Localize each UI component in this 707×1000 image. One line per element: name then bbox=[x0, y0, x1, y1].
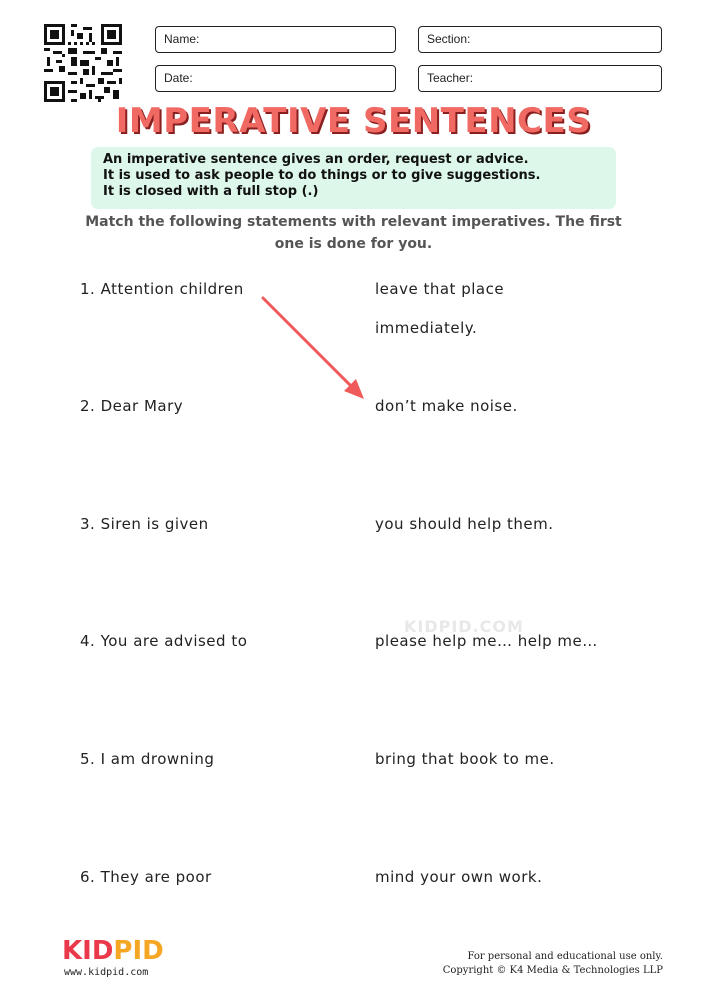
right-item: immediately. bbox=[375, 319, 478, 337]
left-item: 2. Dear Mary bbox=[80, 397, 184, 415]
right-item: don’t make noise. bbox=[375, 397, 518, 415]
right-item: leave that place bbox=[375, 280, 505, 298]
right-item: please help me… help me… bbox=[375, 632, 598, 650]
right-item: mind your own work. bbox=[375, 868, 543, 886]
watermark: KIDPID.COM bbox=[404, 617, 524, 636]
name-label: Name: bbox=[164, 32, 200, 46]
left-item: 4. You are advised to bbox=[80, 632, 248, 650]
copyright: Copyright © K4 Media & Technologies LLP bbox=[442, 965, 663, 976]
section-label: Section: bbox=[427, 32, 471, 46]
info-line: It is used to ask people to do things or to give suggestions. bbox=[103, 168, 541, 183]
usage-note: For personal and educational use only. bbox=[467, 951, 663, 962]
date-label: Date: bbox=[164, 71, 193, 85]
site-url: www.kidpid.com bbox=[64, 967, 149, 978]
right-item: you should help them. bbox=[375, 515, 554, 533]
left-item: 3. Siren is given bbox=[80, 515, 209, 533]
left-item: 6. They are poor bbox=[80, 868, 212, 886]
left-item: 1. Attention children bbox=[80, 280, 244, 298]
left-item: 5. I am drowning bbox=[80, 750, 215, 768]
page-title: IMPERATIVE SENTENCES bbox=[115, 101, 592, 141]
teacher-label: Teacher: bbox=[427, 71, 474, 85]
kidpid-logo: KIDPID bbox=[62, 936, 164, 966]
right-item: bring that book to me. bbox=[375, 750, 555, 768]
info-line: An imperative sentence gives an order, request or advice. bbox=[103, 152, 529, 167]
info-line: It is closed with a full stop (.) bbox=[103, 184, 319, 199]
instructions: Match the following statements with relevant imperatives. The first one is done for you. bbox=[85, 214, 622, 252]
